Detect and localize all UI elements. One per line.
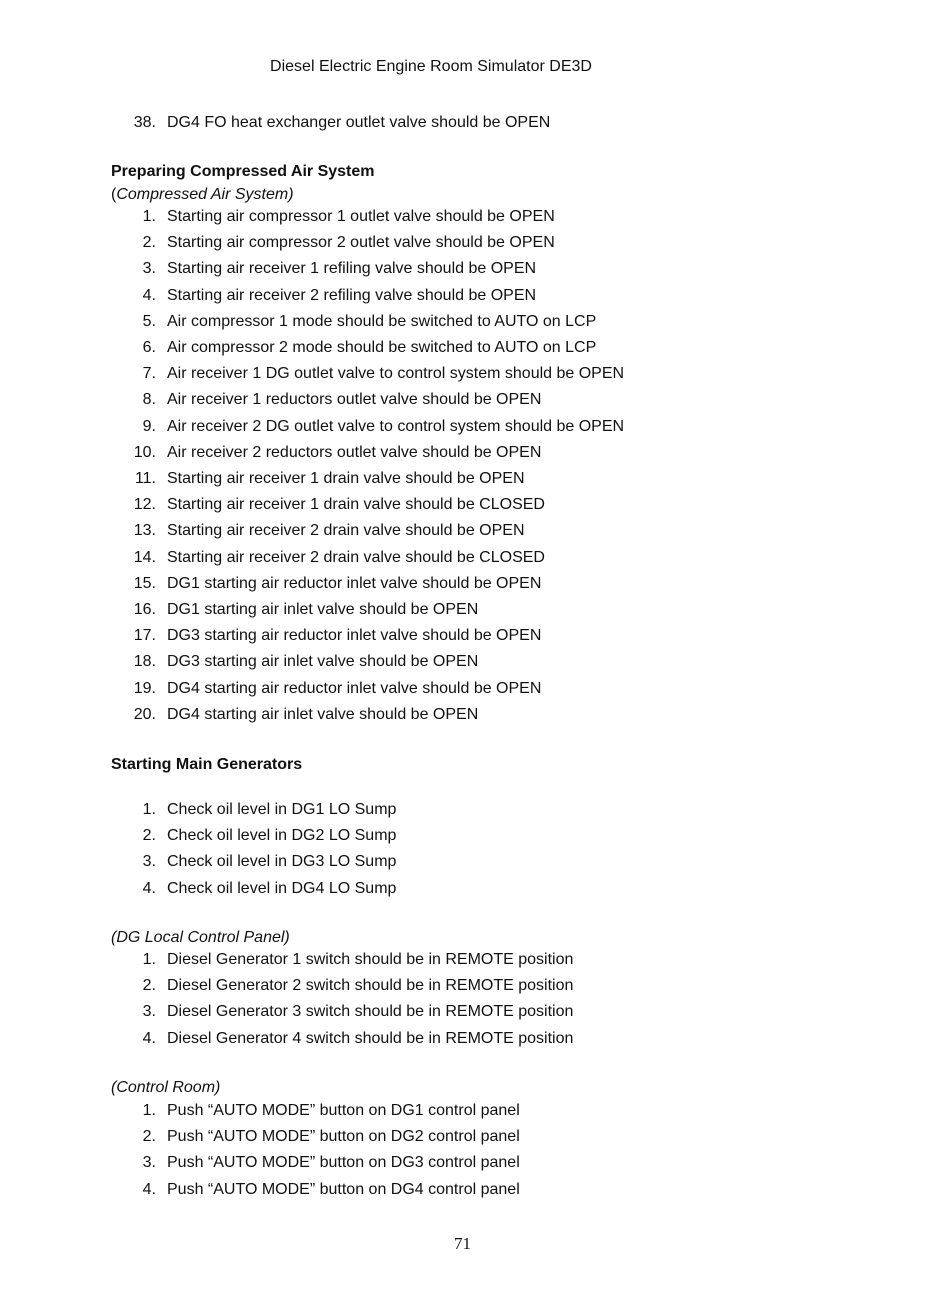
list-item-text: Diesel Generator 1 switch should be in REMOTE position: [167, 951, 574, 968]
page-header: Diesel Electric Engine Room Simulator DE3D: [270, 58, 592, 75]
list-item-text: Starting air receiver 1 drain valve should be OPEN: [167, 470, 525, 487]
list-item-number: 5.: [142, 313, 156, 330]
list-item-number: 12.: [133, 496, 156, 513]
section-heading-main-generators: Starting Main Generators: [111, 756, 303, 773]
list-item-number: 10.: [133, 444, 156, 461]
list-item-text: Starting air compressor 1 outlet valve should be OPEN: [167, 208, 555, 225]
list-item-text: Air compressor 2 mode should be switched to AUTO on LCP: [167, 339, 597, 356]
list-item-number: 2.: [142, 1128, 156, 1145]
list-item-text: Push “AUTO MODE” button on DG3 control panel: [167, 1154, 520, 1171]
list-item-number: 6.: [142, 339, 156, 356]
list-item-text: Starting air compressor 2 outlet valve should be OPEN: [167, 234, 555, 251]
list-item-number: 16.: [133, 601, 156, 618]
list-item-number: 7.: [142, 365, 156, 382]
list-item-text: Starting air receiver 2 refiling valve should be OPEN: [167, 287, 537, 304]
list-item-text: DG4 FO heat exchanger outlet valve should be OPEN: [167, 114, 551, 131]
list-item-text: DG4 starting air inlet valve should be OPEN: [167, 706, 479, 723]
list-item-number: 8.: [142, 391, 156, 408]
list-item-number: 13.: [133, 522, 156, 539]
list-item-text: Starting air receiver 1 refiling valve should be OPEN: [167, 260, 537, 277]
list-item-text: DG1 starting air reductor inlet valve should be OPEN: [167, 575, 542, 592]
subheading-paren: (: [111, 186, 117, 203]
page-number: 71: [454, 1234, 471, 1253]
list-item-text: Air receiver 2 reductors outlet valve should be OPEN: [167, 444, 542, 461]
list-item-number: 3.: [142, 1154, 156, 1171]
list-item-number: 1.: [142, 951, 156, 968]
list-item-text: Air receiver 2 DG outlet valve to control system should be OPEN: [167, 418, 625, 435]
list-item-number: 2.: [142, 234, 156, 251]
list-item-number: 15.: [133, 575, 156, 592]
list-item-number: 1.: [142, 208, 156, 225]
list-item-number: 9.: [142, 418, 156, 435]
list-item-text: Air receiver 1 DG outlet valve to control system should be OPEN: [167, 365, 625, 382]
list-item-number: 4.: [142, 287, 156, 304]
list-item-text: Push “AUTO MODE” button on DG1 control panel: [167, 1102, 520, 1119]
list-item-number: 19.: [133, 680, 156, 697]
list-item-number: 4.: [142, 880, 156, 897]
list-item-text: DG4 starting air reductor inlet valve should be OPEN: [167, 680, 542, 697]
list-item-text: Starting air receiver 2 drain valve should be CLOSED: [167, 549, 545, 566]
section-subheading-control-room: (Control Room): [111, 1079, 221, 1096]
list-item-text: Diesel Generator 3 switch should be in REMOTE position: [167, 1003, 574, 1020]
list-item-text: Check oil level in DG3 LO Sump: [167, 853, 397, 870]
section-subheading-compressed-air: [111, 183, 294, 207]
list-item-text: Push “AUTO MODE” button on DG2 control panel: [167, 1128, 520, 1145]
subheading-text: Compressed Air System): [116, 186, 294, 203]
list-item-number: 17.: [133, 627, 156, 644]
list-item-number: 2.: [142, 827, 156, 844]
list-item-text: DG3 starting air reductor inlet valve should be OPEN: [167, 627, 542, 644]
list-item-text: Diesel Generator 2 switch should be in REMOTE position: [167, 977, 574, 994]
list-item-text: Air compressor 1 mode should be switched to AUTO on LCP: [167, 313, 597, 330]
list-item-number: 4.: [142, 1030, 156, 1047]
list-item-number: 20.: [133, 706, 156, 723]
list-item-text: Air receiver 1 reductors outlet valve should be OPEN: [167, 391, 542, 408]
list-item-number: 2.: [142, 977, 156, 994]
list-item-text: Push “AUTO MODE” button on DG4 control panel: [167, 1181, 520, 1198]
list-item-text: Starting air receiver 1 drain valve should be CLOSED: [167, 496, 545, 513]
list-item-text: DG1 starting air inlet valve should be OPEN: [167, 601, 479, 618]
list-item-text: Check oil level in DG1 LO Sump: [167, 801, 397, 818]
list-item-number: 3.: [142, 853, 156, 870]
list-item-number: 14.: [133, 549, 156, 566]
list-item-number: 1.: [142, 1102, 156, 1119]
list-item-text: Check oil level in DG4 LO Sump: [167, 880, 397, 897]
list-item-number: 1.: [142, 801, 156, 818]
section-heading-compressed-air: Preparing Compressed Air System: [111, 163, 375, 180]
list-item-text: DG3 starting air inlet valve should be OPEN: [167, 653, 479, 670]
section-subheading-local-panel: (DG Local Control Panel): [111, 929, 290, 946]
list-item-text: Check oil level in DG2 LO Sump: [167, 827, 397, 844]
list-item-number: 18.: [133, 653, 156, 670]
list-item-number: 11.: [134, 470, 156, 487]
list-item-text: Diesel Generator 4 switch should be in REMOTE position: [167, 1030, 574, 1047]
list-item-number: 3.: [142, 260, 156, 277]
list-item-text: Starting air receiver 2 drain valve should be OPEN: [167, 522, 525, 539]
list-item-number: 4.: [142, 1181, 156, 1198]
list-item-number: 38.: [133, 114, 156, 131]
list-item-number: 3.: [142, 1003, 156, 1020]
